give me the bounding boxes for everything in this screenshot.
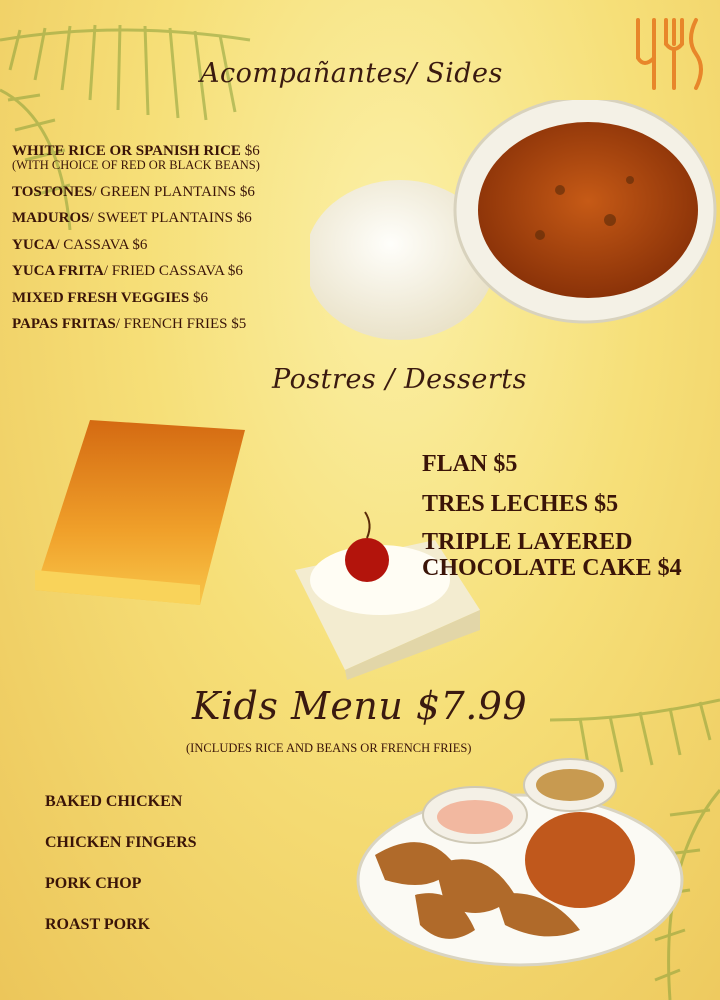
sides-list (12, 138, 260, 338)
flan-photo (30, 410, 260, 610)
list-item: TRIPLE LAYERED CHOCOLATE CAKE $4 (422, 529, 682, 581)
list-item: PORK CHOP (45, 875, 142, 892)
list-item: FLAN $5 (422, 451, 518, 477)
list-item: MADUROS/ SWEET PLANTAINS $6 (12, 210, 252, 226)
list-item: YUCA FRITA/ FRIED CASSAVA $6 (12, 263, 243, 279)
list-item: BAKED CHICKEN (45, 793, 183, 810)
kids-menu-title: Kids Menu $7.99 (192, 684, 528, 728)
bean-soup (478, 122, 698, 298)
list-item: WHITE RICE OR SPANISH RICE $6 (12, 143, 260, 159)
kids-plate-photo (345, 755, 685, 970)
fork-spoon-logo-icon (630, 10, 708, 92)
cherry (345, 538, 389, 582)
list-item: MIXED FRESH VEGGIES $6 (12, 289, 209, 306)
rice-note: (WITH CHOICE OF RED OR BLACK BEANS) (12, 157, 260, 172)
list-item: ROAST PORK (45, 916, 151, 933)
kids-menu-list (45, 792, 197, 956)
kids-menu-note: (INCLUDES RICE AND BEANS OR FRENCH FRIES) (186, 741, 472, 755)
list-item: CHICKEN FINGERS (45, 834, 197, 851)
desserts-section-title: Postres / Desserts (272, 364, 527, 395)
rice-and-beans-photo (310, 100, 720, 350)
rice-ball (525, 812, 635, 908)
desserts-list (422, 450, 682, 594)
list-item: PAPAS FRITAS/ FRENCH FRIES $5 (12, 316, 247, 332)
sides-section-title: Acompañantes/ Sides (200, 58, 503, 89)
list-item: TOSTONES/ GREEN PLANTAINS $6 (12, 183, 255, 200)
list-item: YUCA/ CASSAVA $6 (12, 236, 148, 253)
list-item: TRES LECHES $5 (422, 491, 619, 517)
